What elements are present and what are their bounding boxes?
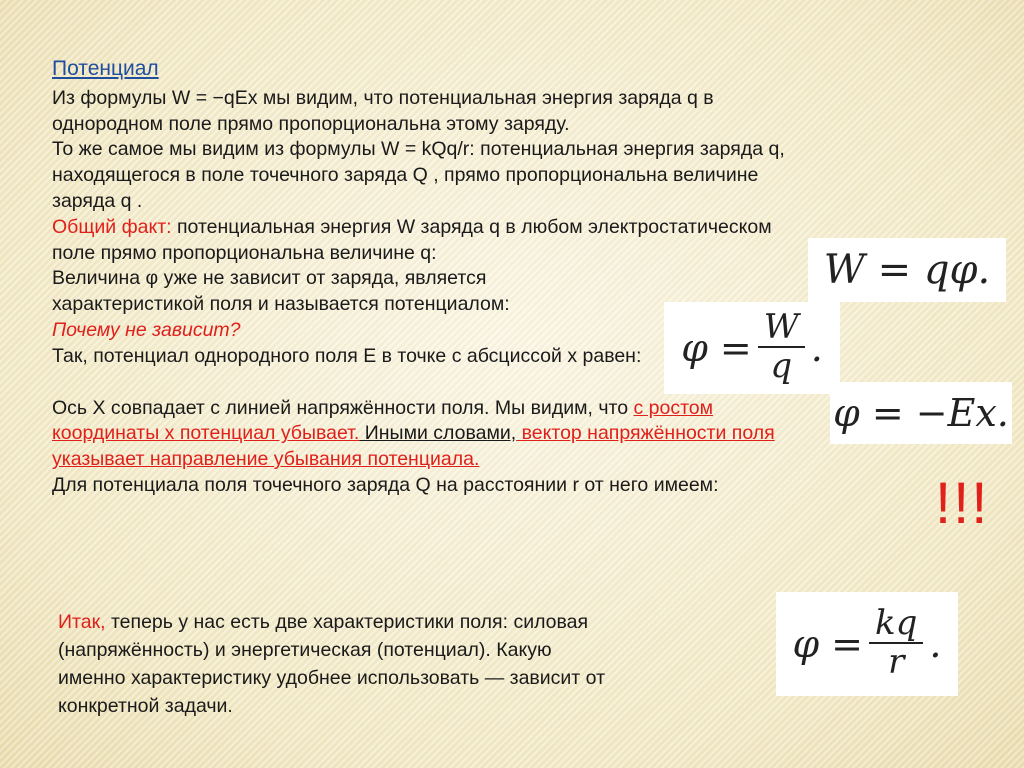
axis-text: Ось X совпадает с линией напряжённости поля. Мы видим, что (52, 396, 634, 419)
paragraph-line: заряда q . (52, 189, 143, 212)
formula-potential-definition (664, 302, 840, 394)
axis-highlight-2: координаты x потенциал убывает. (52, 422, 360, 445)
summary-line: (напряжённость) и энергетическая (потенциал). Какую (58, 639, 552, 661)
exclamation-mark: !!! (935, 471, 990, 536)
paragraph-line: Так, потенциал однородного поля E в точке с абсциссой x равен: (52, 344, 642, 367)
paragraph-line: Величина φ уже не зависит от заряда, является (52, 267, 487, 290)
summary-text: теперь у нас есть две характеристики поля: силовая (105, 611, 589, 633)
fraction-numerator: W (758, 310, 805, 348)
axis-line-3 (52, 447, 942, 473)
fraction-denominator: q (770, 346, 793, 387)
general-fact-line (52, 215, 942, 241)
paragraph-line: Для потенциала поля точечного заряда Q на расстоянии r от него имеем: (52, 473, 719, 496)
general-fact-text: потенциальная энергия W заряда q в любом электростатическом (171, 215, 772, 238)
summary-line: конкретной задачи. (58, 695, 233, 717)
summary-line (58, 608, 738, 636)
formula-uniform-field: φ = −Ex. (830, 382, 1012, 444)
fraction (758, 307, 805, 387)
formula-period: . (929, 622, 942, 666)
formula-period: . (810, 326, 823, 370)
summary-label: Итак, (58, 611, 106, 633)
paragraph-line: Из формулы W = −qEx мы видим, что потенциальная энергия заряда q в (52, 86, 714, 109)
paragraph-line: однородном поле прямо пропорциональна этому заряду. (52, 112, 570, 135)
summary-line: именно характеристику удобнее использовать — зависит от (58, 667, 605, 689)
axis-highlight-3: вектор напряжённости поля (516, 422, 775, 445)
question-line: Почему не зависит? (52, 318, 241, 341)
axis-highlight-1: с ростом (633, 396, 714, 419)
summary-block (58, 608, 738, 720)
paragraph-line: характеристикой поля и называется потенциалом: (52, 293, 510, 316)
axis-line-1 (52, 396, 942, 422)
axis-highlight-4: указывает направление убывания потенциала. (52, 448, 480, 471)
paragraph-line: То же самое мы видим из формулы W = kQq/r: потенциальная энергия заряда q, (52, 138, 785, 161)
general-fact-label: Общий факт: (52, 215, 172, 238)
paragraph-line: поле прямо пропорциональна величине q: (52, 241, 437, 264)
axis-line-2 (52, 421, 942, 447)
paragraph-line: находящегося в поле точечного заряда Q , прямо пропорциональна величине (52, 164, 759, 187)
fraction-denominator: r (888, 642, 905, 683)
formula-lhs: φ = (792, 622, 864, 666)
formula-point-charge (776, 592, 958, 696)
fraction (869, 603, 923, 683)
fraction-numerator: kq (869, 606, 923, 644)
formula-energy: W = qφ. (808, 238, 1006, 302)
formula-lhs: φ = (681, 326, 752, 370)
axis-middle-text: Иными словами, (359, 422, 517, 445)
slide-title: Потенциал (52, 57, 159, 80)
